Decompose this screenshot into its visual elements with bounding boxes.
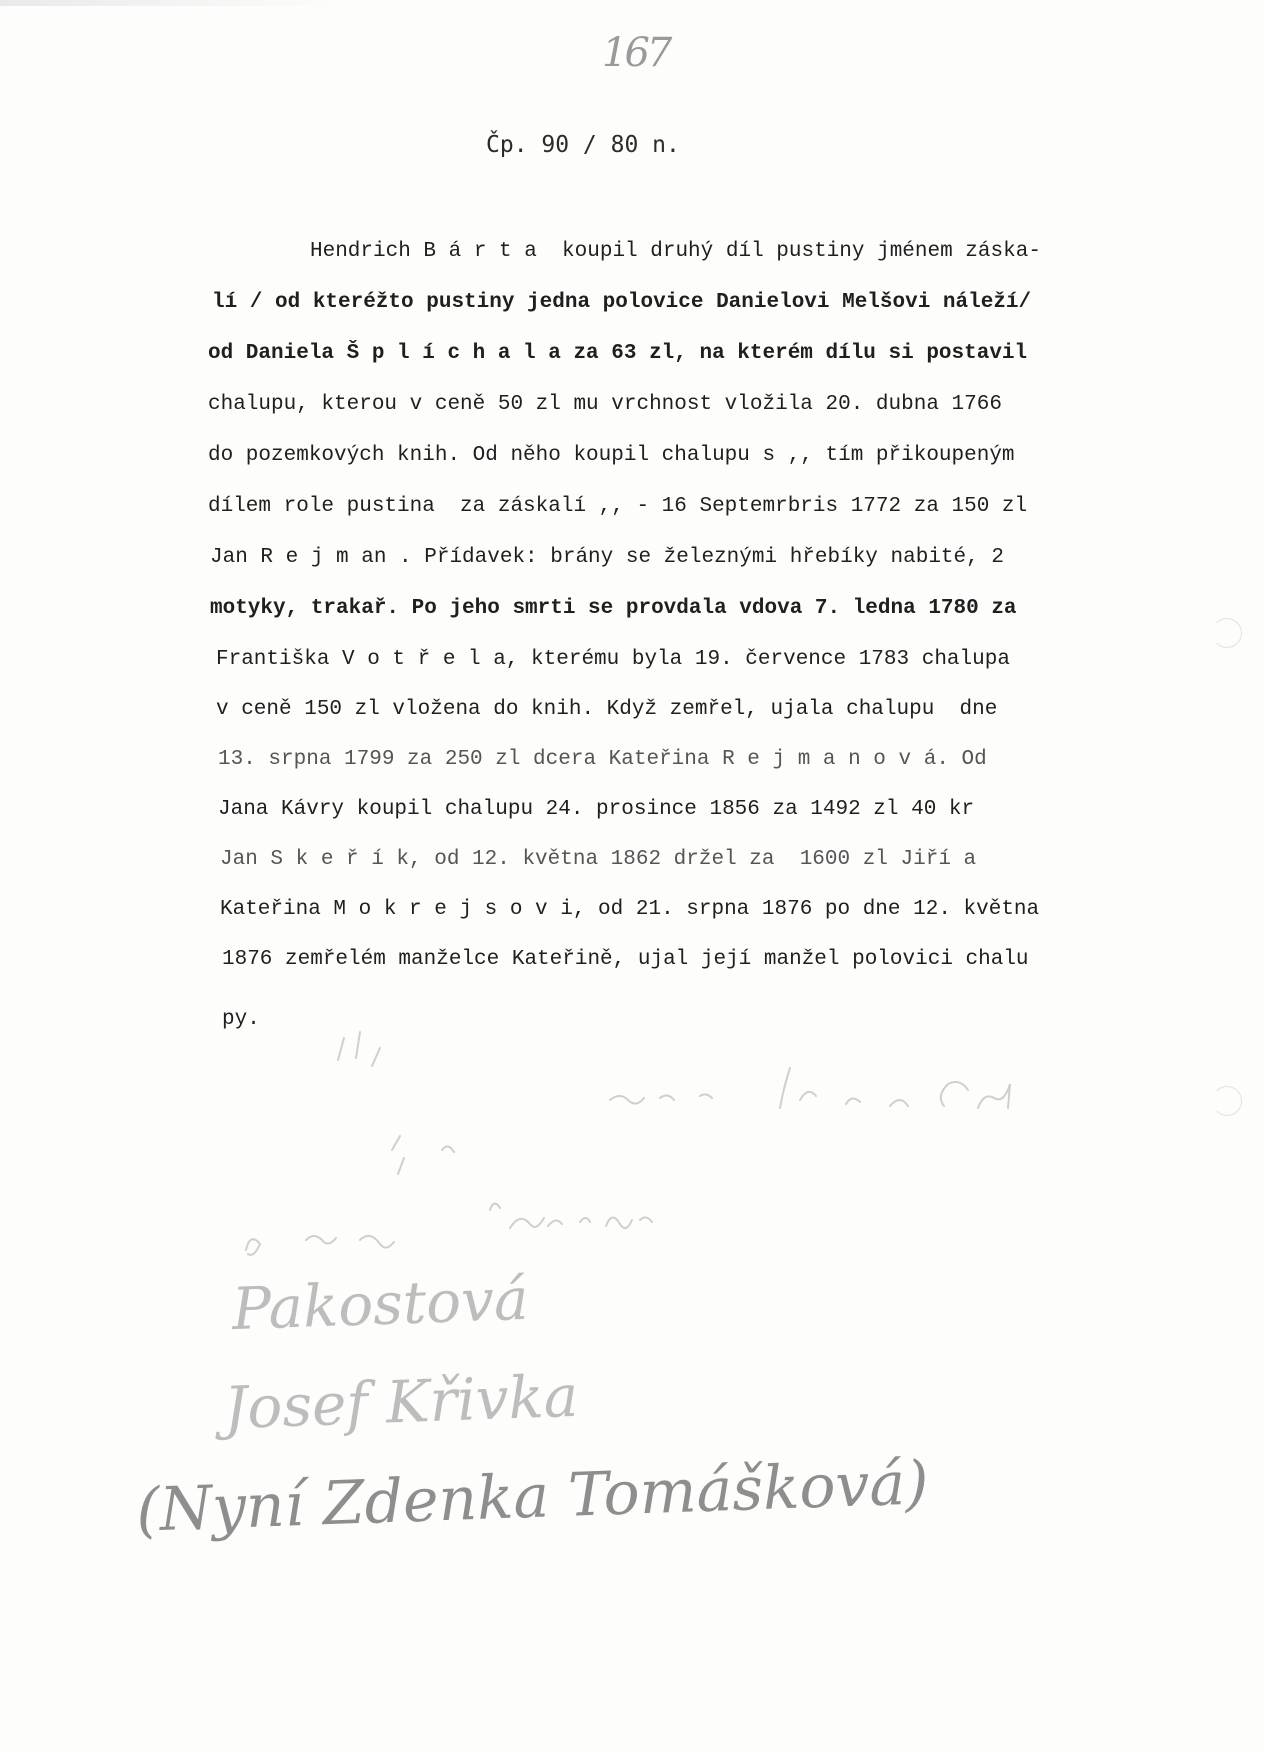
body-line: lí / od kteréžto pustiny jedna polovice Danielovi Melšovi náleží/ [212,291,1032,314]
punch-hole-mark [1212,618,1242,648]
body-line: Kateřina M o k r e j s o v i, od 21. srpna 1876 po dne 12. května [220,898,1040,921]
body-line: Hendrich B á r t a koupil druhý díl pustiny jménem záska- [310,240,1041,263]
body-line: 1876 zemřelém manželce Kateřině, ujal její manžel polovici chalu [222,948,1029,971]
body-line: Jan S k e ř í k, od 12. května 1862 držel za 1600 zl Jiří a [220,848,977,871]
body-line: 13. srpna 1799 za 250 zl dcera Kateřina R e j m a n o v á. Od [218,748,987,771]
body-line: Františka V o t ř e l a, kterému byla 19. července 1783 chalupa [216,648,1010,671]
punch-hole-mark [1212,1086,1242,1116]
document-header: Čp. 90 / 80 n. [486,132,680,158]
body-line: chalupu, kterou v ceně 50 zl mu vrchnost vložila 20. dubna 1766 [208,393,1002,416]
handwritten-note: Josef Křivka [222,1361,580,1443]
handwritten-note: (Nyní Zdenka Tomášková) [135,1448,930,1546]
page-number: 167 [602,30,670,76]
body-line: Jana Kávry koupil chalupu 24. prosince 1856 za 1492 zl 40 kr [218,798,975,821]
body-line: v ceně 150 zl vložena do knih. Když zemřel, ujala chalupu dne [216,698,998,721]
body-line: motyky, trakař. Po jeho smrti se provdala vdova 7. ledna 1780 za [210,597,1017,620]
body-line: py. [222,1008,260,1031]
body-line: od Daniela Š p l í c h a l a za 63 zl, na kterém dílu si postavil [208,342,1028,365]
body-line: do pozemkových knih. Od něho koupil chalupu s ,, tím přikoupeným [208,444,1015,467]
body-line: Jan R e j m an . Přídavek: brány se železnými hřebíky nabité, 2 [210,546,1004,569]
handwritten-note: Pakostová [230,1264,530,1344]
body-line: dílem role pustina za záskalí ,, - 16 Septemrbris 1772 za 150 zl [208,495,1028,518]
